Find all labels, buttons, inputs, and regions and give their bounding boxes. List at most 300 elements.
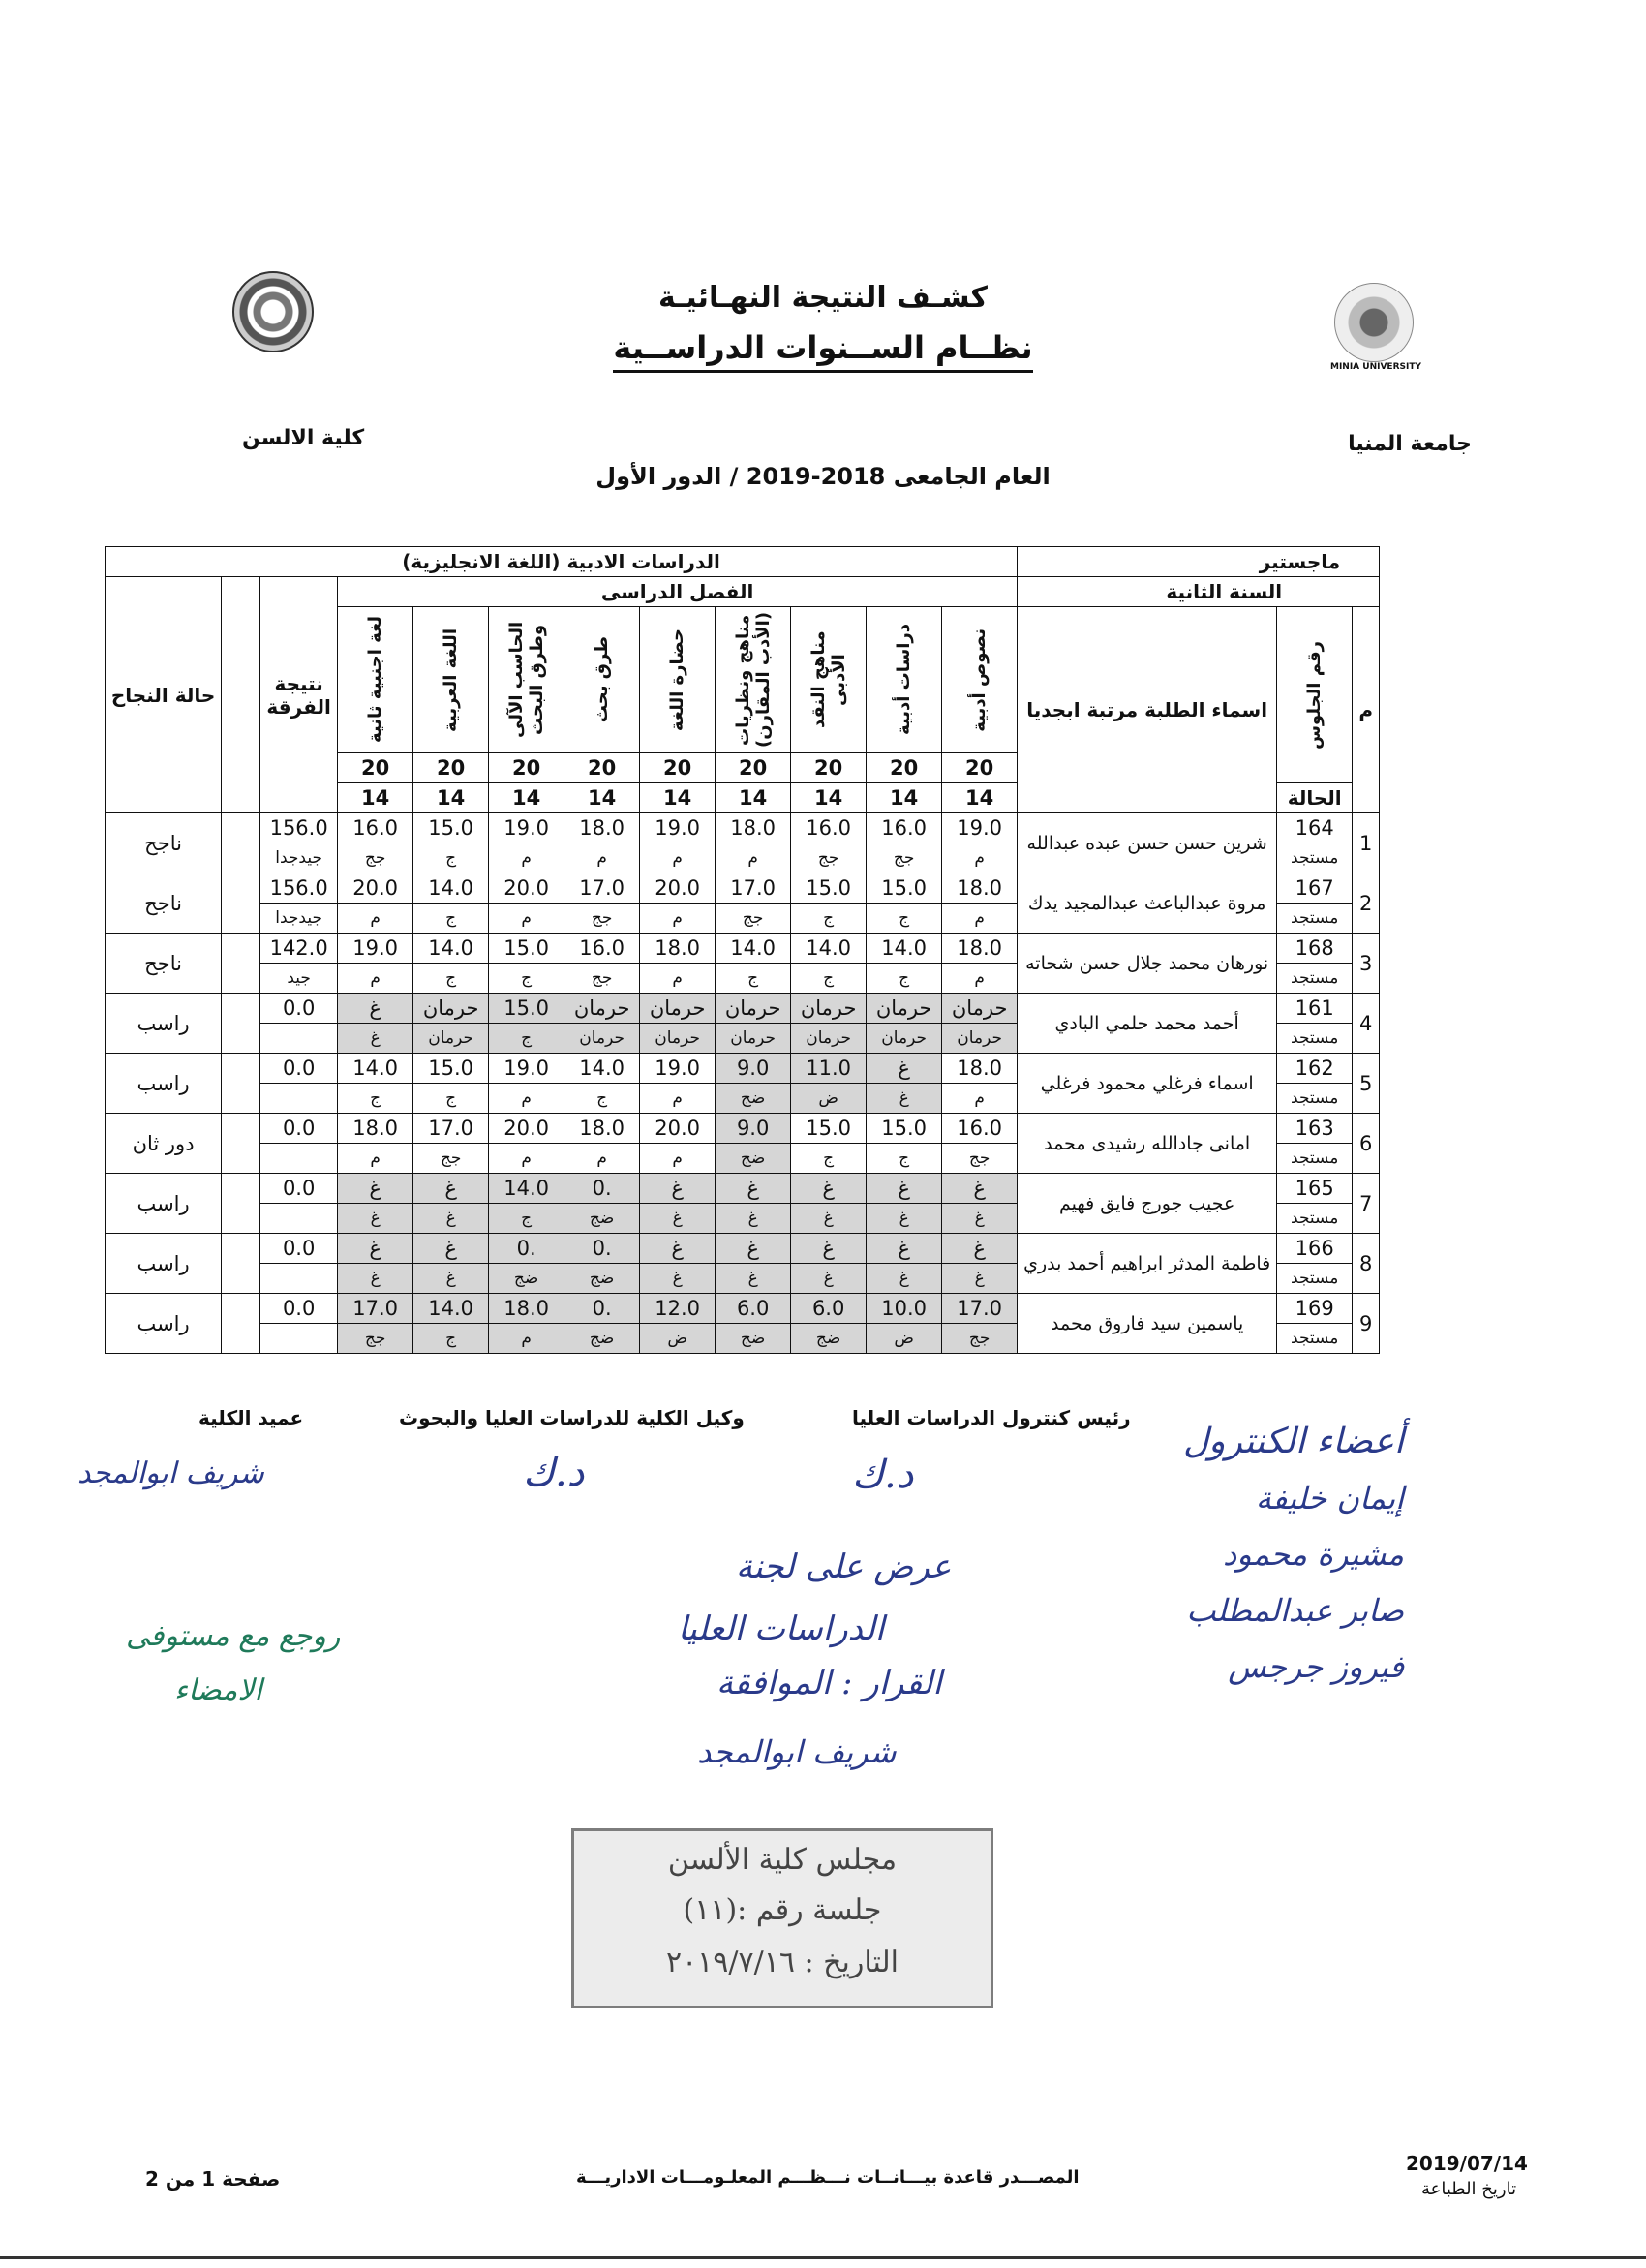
score-cell: 16.0	[338, 813, 413, 843]
seat-number: 168	[1277, 934, 1353, 964]
grade-cell: ضج	[564, 1264, 640, 1294]
score-cell: 18.0	[338, 1114, 413, 1144]
score-cell: 20.0	[640, 873, 716, 904]
score-cell: غ	[338, 1174, 413, 1204]
enrollment-status: مستجد	[1277, 1204, 1353, 1234]
grade-cell: م	[942, 843, 1018, 873]
grade-cell: غ	[791, 1204, 867, 1234]
score-cell: 14.0	[564, 1054, 640, 1084]
source-note: المصـــدر قاعدة بيـــانــات نـــظـــم المعلـومـــات الاداريـــة	[576, 2167, 1080, 2188]
score-cell: 14.0	[867, 934, 942, 964]
score-cell: 6.0	[791, 1294, 867, 1324]
student-name: ياسمين سيد فاروق محمد	[1018, 1294, 1277, 1354]
score-cell: 15.0	[867, 1114, 942, 1144]
year-label: السنة الثانية	[1018, 577, 1380, 607]
score-cell: 17.0	[413, 1114, 489, 1144]
page-subtitle: نظــام الســنوات الدراســية	[0, 329, 1646, 366]
table-row	[106, 1114, 1380, 1144]
grade-cell: حرمان	[640, 1024, 716, 1054]
enrollment-status: مستجد	[1277, 843, 1353, 873]
grade-cell: حرمان	[791, 1024, 867, 1054]
grade-cell: ج	[716, 964, 791, 994]
page-title: كشـف النتيجة النهـائيـة	[657, 281, 989, 315]
vice-dean-signature: د.ك	[523, 1451, 585, 1495]
pass-status: راسب	[106, 1174, 222, 1234]
student-index: 9	[1353, 1294, 1380, 1354]
subject-header-9: لغة اجنبية ثانية	[338, 607, 413, 753]
grade-cell: جج	[338, 1324, 413, 1354]
grade-cell: ضج	[716, 1144, 791, 1174]
score-cell: 16.0	[791, 813, 867, 843]
min-score: 14	[489, 783, 564, 813]
student-name: مروة عبدالباعث عبدالمجيد يدك	[1018, 873, 1277, 934]
council-stamp	[571, 1828, 993, 2008]
score-cell: 16.0	[867, 813, 942, 843]
stamp-line-3: التاريخ : ٢٠١٩/٧/١٦	[665, 1946, 899, 1979]
max-score: 20	[942, 753, 1018, 783]
overall-grade	[260, 1264, 338, 1294]
grade-cell: غ	[640, 1204, 716, 1234]
table-row	[106, 1054, 1380, 1084]
score-cell: .0	[489, 1234, 564, 1264]
student-index: 8	[1353, 1234, 1380, 1294]
score-cell: غ	[716, 1234, 791, 1264]
control-head-signature: د.ك	[852, 1453, 914, 1497]
score-cell: 15.0	[867, 873, 942, 904]
results-table	[105, 546, 1380, 1354]
control-head-label: رئيس كنترول الدراسات العليا	[852, 1406, 1131, 1429]
min-score: 14	[716, 783, 791, 813]
table-row	[106, 1234, 1380, 1264]
score-cell: 17.0	[942, 1294, 1018, 1324]
academic-year: العام الجامعى 2018-2019 / الدور الأول	[595, 463, 1051, 490]
seat-number: 162	[1277, 1054, 1353, 1084]
grade-cell: غ	[716, 1204, 791, 1234]
blank-cell	[222, 1234, 260, 1294]
score-cell: 14.0	[413, 1294, 489, 1324]
score-cell: 6.0	[716, 1294, 791, 1324]
score-cell: .0	[564, 1234, 640, 1264]
total-score: 156.0	[260, 813, 338, 843]
subject-header-1: نصوص أدبية	[942, 607, 1018, 753]
student-index: 3	[1353, 934, 1380, 994]
total-score: 0.0	[260, 1054, 338, 1084]
grade-cell: جج	[338, 843, 413, 873]
col-seat-header: رقم الجلوس	[1277, 607, 1353, 783]
max-score: 20	[640, 753, 716, 783]
grade-cell: م	[640, 1144, 716, 1174]
grade-cell: م	[489, 843, 564, 873]
grade-cell: ضج	[716, 1084, 791, 1114]
student-name: عجيب جورج فايق فهيم	[1018, 1174, 1277, 1234]
total-score: 0.0	[260, 1294, 338, 1324]
score-cell: 19.0	[640, 813, 716, 843]
overall-grade	[260, 1144, 338, 1174]
blank-cell	[222, 813, 260, 873]
grade-cell: ض	[867, 1324, 942, 1354]
blank-cell	[222, 1114, 260, 1174]
grade-cell: حرمان	[942, 1024, 1018, 1054]
total-score: 0.0	[260, 1234, 338, 1264]
score-cell: 14.0	[413, 873, 489, 904]
grade-cell: جج	[867, 843, 942, 873]
score-cell: 18.0	[716, 813, 791, 843]
note-committee: عرض على لجنة	[736, 1548, 952, 1586]
col-pass-header: حالة النجاح	[106, 577, 222, 813]
col-name-header: اسماء الطلبة مرتبة ابجديا	[1018, 607, 1277, 813]
grade-cell: ج	[489, 964, 564, 994]
grade-cell: م	[489, 1144, 564, 1174]
grade-cell: غ	[338, 1024, 413, 1054]
score-cell: 19.0	[489, 1054, 564, 1084]
table-row	[106, 813, 1380, 843]
grade-cell: م	[640, 904, 716, 934]
min-score: 14	[867, 783, 942, 813]
score-cell: حرمان	[640, 994, 716, 1024]
grade-cell: غ	[867, 1204, 942, 1234]
enrollment-status: مستجد	[1277, 1084, 1353, 1114]
overall-grade	[260, 1324, 338, 1354]
note-reviewed: روجع مع مستوفى	[126, 1619, 341, 1653]
grade-cell: جج	[564, 904, 640, 934]
score-cell: .0	[564, 1294, 640, 1324]
grade-cell: م	[489, 1084, 564, 1114]
page-number: صفحة 1 من 2	[145, 2167, 281, 2191]
subject-header-3: مناهج النقد الأدبى	[791, 607, 867, 753]
score-cell: 20.0	[489, 1114, 564, 1144]
score-cell: 20.0	[489, 873, 564, 904]
max-score: 20	[716, 753, 791, 783]
grade-cell: ج	[413, 964, 489, 994]
score-cell: 15.0	[413, 1054, 489, 1084]
overall-grade: جيد	[260, 964, 338, 994]
pass-status: راسب	[106, 1234, 222, 1294]
score-cell: 14.0	[489, 1174, 564, 1204]
stamp-line-2: جلسة رقم :(١١)	[683, 1893, 882, 1927]
max-score: 20	[867, 753, 942, 783]
grade-cell: غ	[413, 1204, 489, 1234]
grade-cell: م	[338, 904, 413, 934]
enrollment-status: مستجد	[1277, 904, 1353, 934]
max-score: 20	[338, 753, 413, 783]
score-cell: غ	[791, 1234, 867, 1264]
seat-number: 169	[1277, 1294, 1353, 1324]
score-cell: حرمان	[867, 994, 942, 1024]
table-row	[106, 934, 1380, 964]
table-row	[106, 994, 1380, 1024]
student-index: 1	[1353, 813, 1380, 873]
score-cell: 9.0	[716, 1054, 791, 1084]
seat-number: 166	[1277, 1234, 1353, 1264]
score-cell: حرمان	[716, 994, 791, 1024]
grade-cell: م	[640, 1084, 716, 1114]
student-name: أحمد محمد حلمي البادي	[1018, 994, 1277, 1054]
subject-header-6: طرق بحث	[564, 607, 640, 753]
min-score: 14	[942, 783, 1018, 813]
grade-cell: غ	[338, 1204, 413, 1234]
grade-cell: ضج	[791, 1324, 867, 1354]
blank-cell	[222, 1294, 260, 1354]
seat-number: 165	[1277, 1174, 1353, 1204]
grade-cell: م	[338, 1144, 413, 1174]
student-index: 4	[1353, 994, 1380, 1054]
subject-header-4: مناهج ونظريات (الأدب المقارن)	[716, 607, 791, 753]
grade-cell: م	[640, 964, 716, 994]
pass-status: راسب	[106, 994, 222, 1054]
score-cell: 19.0	[489, 813, 564, 843]
table-row	[106, 873, 1380, 904]
degree-label: ماجستير	[1018, 547, 1380, 577]
student-index: 6	[1353, 1114, 1380, 1174]
grade-cell: غ	[791, 1264, 867, 1294]
student-index: 7	[1353, 1174, 1380, 1234]
grade-cell: ج	[791, 1144, 867, 1174]
total-score: 0.0	[260, 1174, 338, 1204]
min-score: 14	[338, 783, 413, 813]
pass-status: ناجح	[106, 934, 222, 994]
score-cell: حرمان	[942, 994, 1018, 1024]
grade-cell: ج	[867, 964, 942, 994]
note-signature: الامضاء	[174, 1673, 262, 1707]
col-result-header: نتيجة الفرقة	[260, 577, 338, 813]
score-cell: 18.0	[942, 1054, 1018, 1084]
enrollment-status: مستجد	[1277, 1324, 1353, 1354]
score-cell: حرمان	[791, 994, 867, 1024]
score-cell: 18.0	[942, 934, 1018, 964]
member-1: إيمان خليفة	[1255, 1480, 1404, 1517]
grade-cell: غ	[867, 1084, 942, 1114]
student-name: فاطمة المدثر ابراهيم أحمد بدري	[1018, 1234, 1277, 1294]
table-row	[106, 1174, 1380, 1204]
note-committee-2: الدراسات العليا	[678, 1609, 885, 1648]
grade-cell: م	[564, 1144, 640, 1174]
seat-number: 161	[1277, 994, 1353, 1024]
score-cell: غ	[867, 1234, 942, 1264]
min-score: 14	[413, 783, 489, 813]
university-name: جامعة المنيا	[1348, 432, 1472, 456]
grade-cell: ج	[564, 1084, 640, 1114]
score-cell: غ	[867, 1054, 942, 1084]
grade-cell: م	[640, 843, 716, 873]
grade-cell: جج	[791, 843, 867, 873]
student-name: شرين حسن حسن عبده عبدالله	[1018, 813, 1277, 873]
pass-status: راسب	[106, 1054, 222, 1114]
enrollment-status: مستجد	[1277, 1144, 1353, 1174]
score-cell: 14.0	[338, 1054, 413, 1084]
grade-cell: ج	[413, 1324, 489, 1354]
score-cell: حرمان	[564, 994, 640, 1024]
score-cell: غ	[640, 1234, 716, 1264]
enrollment-status: مستجد	[1277, 1264, 1353, 1294]
grade-cell: ضج	[564, 1204, 640, 1234]
overall-grade: جيدجدا	[260, 843, 338, 873]
score-cell: 16.0	[564, 934, 640, 964]
min-score: 14	[791, 783, 867, 813]
vice-dean-label: وكيل الكلية للدراسات العليا والبحوث	[399, 1406, 745, 1429]
score-cell: غ	[338, 1234, 413, 1264]
seat-number: 167	[1277, 873, 1353, 904]
enrollment-status: مستجد	[1277, 964, 1353, 994]
faculty-name: كلية الالسن	[242, 426, 365, 450]
pass-status: راسب	[106, 1294, 222, 1354]
grade-cell: ضج	[489, 1264, 564, 1294]
score-cell: 14.0	[791, 934, 867, 964]
blank-cell	[222, 934, 260, 994]
overall-grade: جيدجدا	[260, 904, 338, 934]
dean-signature: شريف ابوالمجد	[77, 1456, 264, 1490]
page-bottom-rule	[0, 2256, 1646, 2259]
members-label: أعضاء الكنترول	[1182, 1422, 1404, 1461]
score-cell: غ	[716, 1174, 791, 1204]
grade-cell: ض	[791, 1084, 867, 1114]
score-cell: 20.0	[640, 1114, 716, 1144]
subject-header-2: دراسات أدبية	[867, 607, 942, 753]
score-cell: غ	[867, 1174, 942, 1204]
student-name: امانى جادالله رشيدى محمد	[1018, 1114, 1277, 1174]
grade-cell: غ	[413, 1264, 489, 1294]
score-cell: 18.0	[640, 934, 716, 964]
grade-cell: غ	[640, 1264, 716, 1294]
total-score: 156.0	[260, 873, 338, 904]
score-cell: 20.0	[338, 873, 413, 904]
score-cell: غ	[640, 1174, 716, 1204]
member-3: صابر عبدالمطلب	[1186, 1592, 1404, 1629]
print-date: 2019/07/14	[1406, 2152, 1528, 2175]
grade-cell: جج	[942, 1324, 1018, 1354]
score-cell: 15.0	[791, 873, 867, 904]
grade-cell: ج	[867, 904, 942, 934]
blank-cell	[222, 1174, 260, 1234]
enrollment-status: مستجد	[1277, 1024, 1353, 1054]
student-name: اسماء فرغلي محمود فرغلي	[1018, 1054, 1277, 1114]
grade-cell: ضج	[716, 1324, 791, 1354]
grade-cell: ض	[640, 1324, 716, 1354]
grade-cell: جج	[564, 964, 640, 994]
stamp-line-1: مجلس كلية الألسن	[667, 1843, 898, 1877]
subject-header-7: الحاسب الآلى وطرق البحث	[489, 607, 564, 753]
member-4: فيروز جرجس	[1228, 1648, 1404, 1685]
grade-cell: م	[942, 904, 1018, 934]
grade-cell: م	[338, 964, 413, 994]
print-date-label: تاريخ الطباعة	[1421, 2179, 1517, 2199]
score-cell: غ	[942, 1234, 1018, 1264]
university-logo-text: MINIA UNIVERSITY	[1329, 362, 1421, 372]
pass-status: ناجح	[106, 873, 222, 934]
score-cell: 15.0	[413, 813, 489, 843]
dean-label: عميد الكلية	[198, 1406, 304, 1429]
grade-cell: ج	[338, 1084, 413, 1114]
score-cell: 15.0	[489, 934, 564, 964]
score-cell: غ	[413, 1234, 489, 1264]
max-score: 20	[489, 753, 564, 783]
overall-grade	[260, 1024, 338, 1054]
score-cell: 14.0	[716, 934, 791, 964]
grade-cell: م	[489, 1324, 564, 1354]
grade-cell: ضج	[564, 1324, 640, 1354]
score-cell: 17.0	[716, 873, 791, 904]
grade-cell: م	[564, 843, 640, 873]
control-members	[1113, 1414, 1404, 1695]
grade-cell: غ	[338, 1264, 413, 1294]
total-score: 142.0	[260, 934, 338, 964]
max-score: 20	[413, 753, 489, 783]
total-score: 0.0	[260, 1114, 338, 1144]
score-cell: غ	[942, 1174, 1018, 1204]
score-cell: غ	[413, 1174, 489, 1204]
table-row	[106, 1294, 1380, 1324]
grade-cell: حرمان	[413, 1024, 489, 1054]
score-cell: 17.0	[338, 1294, 413, 1324]
max-score: 20	[564, 753, 640, 783]
blank-cell	[222, 994, 260, 1054]
grade-cell: م	[716, 843, 791, 873]
seat-number: 163	[1277, 1114, 1353, 1144]
grade-cell: ج	[489, 1204, 564, 1234]
score-cell: 19.0	[942, 813, 1018, 843]
grade-cell: غ	[867, 1264, 942, 1294]
score-cell: 19.0	[640, 1054, 716, 1084]
min-score: 14	[640, 783, 716, 813]
member-2: مشيرة محمود	[1222, 1536, 1404, 1573]
score-cell: 16.0	[942, 1114, 1018, 1144]
grade-cell: حرمان	[716, 1024, 791, 1054]
overall-grade	[260, 1084, 338, 1114]
note-approver: شريف ابوالمجد	[697, 1733, 897, 1770]
score-cell: 12.0	[640, 1294, 716, 1324]
grade-cell: م	[489, 904, 564, 934]
seat-number: 164	[1277, 813, 1353, 843]
score-cell: 14.0	[413, 934, 489, 964]
score-cell: 15.0	[791, 1114, 867, 1144]
grade-cell: م	[942, 1084, 1018, 1114]
student-name: نورهان محمد جلال حسن شحاته	[1018, 934, 1277, 994]
student-index: 5	[1353, 1054, 1380, 1114]
score-cell: 18.0	[489, 1294, 564, 1324]
note-decision: القرار : الموافقة	[716, 1664, 942, 1702]
grade-cell: غ	[942, 1264, 1018, 1294]
grade-cell: ج	[413, 1084, 489, 1114]
grade-cell: جج	[413, 1144, 489, 1174]
score-cell: 18.0	[564, 1114, 640, 1144]
score-cell: 18.0	[564, 813, 640, 843]
grade-cell: ج	[791, 964, 867, 994]
grade-cell: حرمان	[564, 1024, 640, 1054]
overall-grade	[260, 1204, 338, 1234]
pass-status: دور ثان	[106, 1114, 222, 1174]
min-score: 14	[564, 783, 640, 813]
grade-cell: جج	[942, 1144, 1018, 1174]
grade-cell: غ	[942, 1204, 1018, 1234]
subject-header-8: اللغة العربية	[413, 607, 489, 753]
blank-cell	[222, 1054, 260, 1114]
grade-cell: م	[942, 964, 1018, 994]
student-index: 2	[1353, 873, 1380, 934]
score-cell: غ	[791, 1174, 867, 1204]
col-index-header: م	[1353, 607, 1380, 813]
grade-cell: ج	[791, 904, 867, 934]
grade-cell: جج	[716, 904, 791, 934]
score-cell: غ	[338, 994, 413, 1024]
grade-cell: ج	[413, 843, 489, 873]
col-status-header: الحالة	[1277, 783, 1353, 813]
grade-cell: حرمان	[867, 1024, 942, 1054]
max-score: 20	[791, 753, 867, 783]
subject-header-5: حضارة اللغة	[640, 607, 716, 753]
blank-cell	[222, 873, 260, 934]
score-cell: 18.0	[942, 873, 1018, 904]
semester-label: الفصل الدراسى	[338, 577, 1018, 607]
total-score: 0.0	[260, 994, 338, 1024]
